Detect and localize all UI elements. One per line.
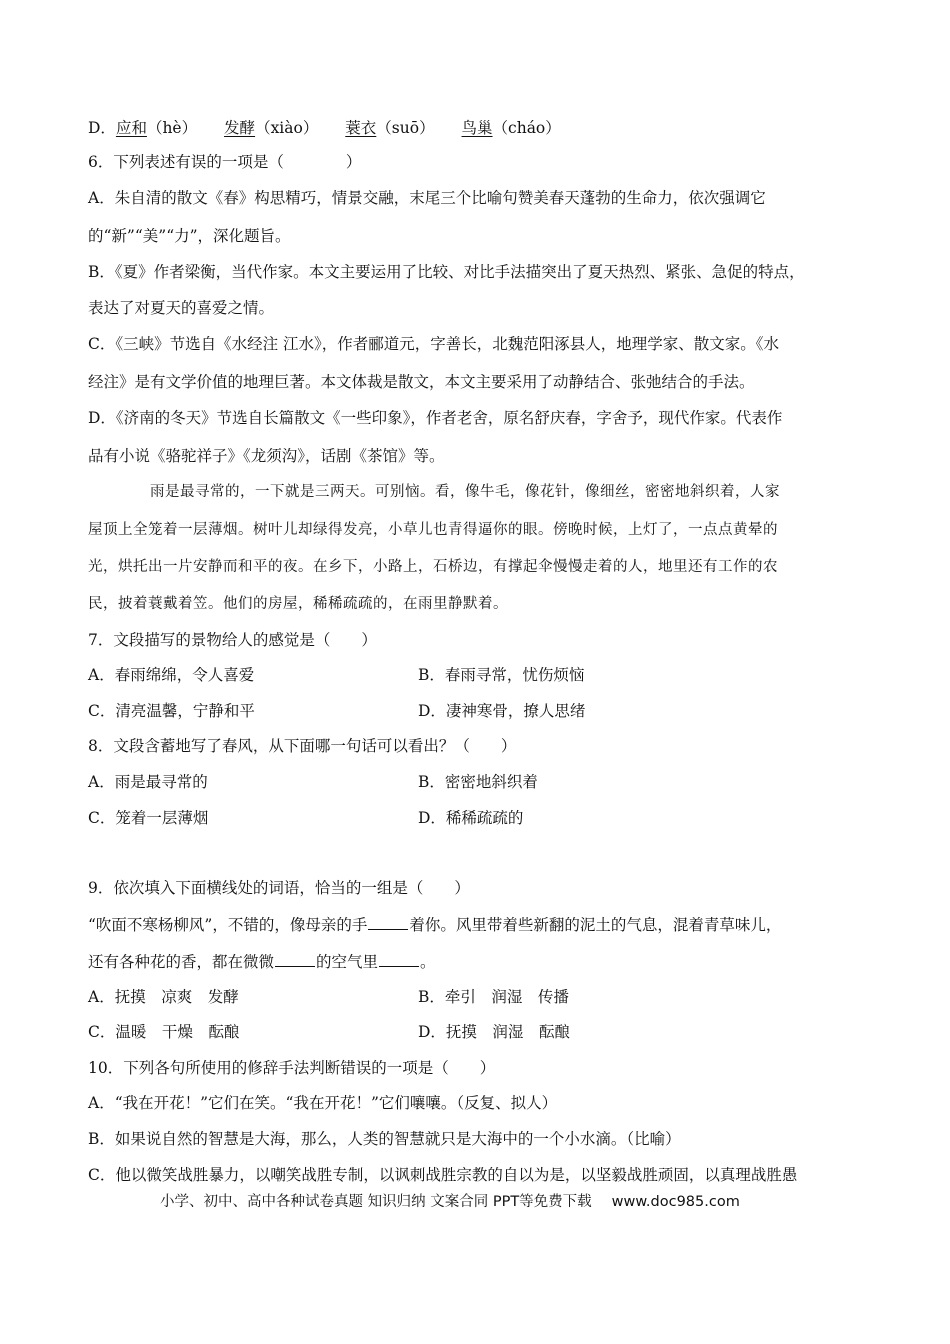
fill-blank-3	[379, 952, 419, 967]
q6-option-a-line2: 的“新”“美”“力”，深化题旨。	[88, 227, 291, 245]
fill-blank-2	[275, 952, 315, 967]
q10-option-a: A．“我在开花！”它们在笑。“我在开花！”它们嚷嚷。（反复、拟人）	[88, 1094, 558, 1112]
q9-option-c: C．温暖 干燥 酝酿	[88, 1023, 240, 1041]
q10-stem: 10．下列各句所使用的修辞手法判断错误的一项是（ ）	[88, 1059, 496, 1077]
word-4: 鸟巢	[461, 119, 493, 137]
q9-text-part: 的空气里	[316, 953, 379, 971]
q9-option-b: B．牵引 润湿 传播	[418, 988, 569, 1006]
passage-line-2: 屋顶上全笼着一层薄烟。树叶儿却绿得发亮，小草儿也青得逼你的眼。傍晚时候，上灯了，一点点黄晕的	[88, 522, 778, 538]
word-2: 发酵	[224, 119, 256, 137]
q7-option-b: B．春雨寻常，忧伤烦恼	[418, 666, 585, 684]
q7-stem: 7．文段描写的景物给人的感觉是（ ）	[88, 631, 377, 649]
q6-option-d-line1: D．《济南的冬天》节选自长篇散文《一些印象》，作者老舍，原名舒庆春，字舍予，现代作家。代表作	[88, 409, 783, 427]
q6-option-c-line2: 经注》是有文学价值的地理巨著。本文体裁是散文，本文主要采用了动静结合、张弛结合的手法。	[88, 373, 755, 391]
q8-stem: 8．文段含蓄地写了春风，从下面哪一句话可以看出？（ ）	[88, 737, 517, 755]
q10-option-c: C．他以微笑战胜暴力，以嘲笑战胜专制，以讽刺战胜宗教的自以为是，以坚毅战胜顽固，以真理战胜愚	[88, 1166, 798, 1184]
q7-option-c: C．清亮温馨，宁静和平	[88, 702, 255, 720]
q10-option-b: B．如果说自然的智慧是大海，那么，人类的智慧就只是大海中的一个小水滴。（比喻）	[88, 1130, 681, 1148]
q9-text-part: 还有各种花的香，都在微微	[88, 953, 275, 971]
page-footer	[160, 1190, 740, 1211]
q6-option-d-line2: 品有小说《骆驼祥子》《龙须沟》，话剧《茶馆》等。	[88, 447, 445, 465]
q6-option-b-line2: 表达了对夏天的喜爱之情。	[88, 299, 275, 317]
q6-option-b-line1: B．《夏》作者梁衡，当代作家。本文主要运用了比较、对比手法描突出了夏天热烈、紧张、急促的特点，	[88, 263, 805, 281]
q6-option-c-line1: C．《三峡》节选自《水经注 江水》，作者郦道元，字善长，北魏范阳涿县人，地理学家、散文家。《水	[88, 335, 780, 353]
q8-option-b: B．密密地斜织着	[418, 773, 538, 791]
q9-text-part: 。	[420, 953, 436, 971]
q9-text-line-2	[88, 952, 436, 972]
pinyin-3: （suō）	[376, 119, 435, 137]
q6-option-a-line1: A．朱自清的散文《春》构思精巧，情景交融，末尾三个比喻句赞美春天蓬勃的生命力，依次强调它	[88, 189, 766, 207]
q7-option-a: A．春雨绵绵，令人喜爱	[88, 666, 255, 684]
passage-line-1: 雨是最寻常的，一下就是三两天。可别恼。看，像牛毛，像花针，像细丝，密密地斜织着，人家	[150, 484, 780, 500]
q9-text-part: 着你。风里带着些新翻的泥土的气息，混着青草味儿，	[409, 916, 782, 934]
q9-text-part: “吹面不寒杨柳风”，不错的，像母亲的手	[88, 916, 368, 934]
footer-text: 小学、初中、高中各种试卷真题 知识归纳 文案合同 PPT等免费下载	[160, 1194, 592, 1210]
q6-stem: 6．下列表述有误的一项是（ ）	[88, 153, 362, 171]
q8-option-a: A．雨是最寻常的	[88, 773, 208, 791]
q5-option-d	[88, 118, 561, 138]
pinyin-2: （xiào）	[255, 119, 319, 137]
passage-line-4: 民，披着蓑戴着笠。他们的房屋，稀稀疏疏的，在雨里静默着。	[88, 596, 508, 612]
pinyin-1: （hè）	[146, 119, 198, 137]
q9-option-a: A．抚摸 凉爽 发酵	[88, 988, 239, 1006]
q8-option-c: C．笼着一层薄烟	[88, 809, 209, 827]
word-3: 蓑衣	[345, 119, 377, 137]
q9-text-line-1	[88, 915, 781, 935]
passage-line-3: 光，烘托出一片安静而和平的夜。在乡下，小路上，石桥边，有撑起伞慢慢走着的人，地里还有工作的农	[88, 559, 778, 575]
q7-option-d: D．凄神寒骨，撩人思绪	[418, 702, 586, 720]
q9-stem: 9．依次填入下面横线处的词语，恰当的一组是（ ）	[88, 879, 470, 897]
q8-option-d: D．稀稀疏疏的	[418, 809, 524, 827]
option-label: D．	[88, 119, 116, 137]
q9-option-d: D．抚摸 润湿 酝酿	[418, 1023, 570, 1041]
pinyin-4: （cháo）	[492, 119, 561, 137]
footer-link[interactable]: www.doc985.com	[611, 1194, 740, 1210]
word-1: 应和	[115, 119, 147, 137]
fill-blank-1	[368, 915, 408, 930]
